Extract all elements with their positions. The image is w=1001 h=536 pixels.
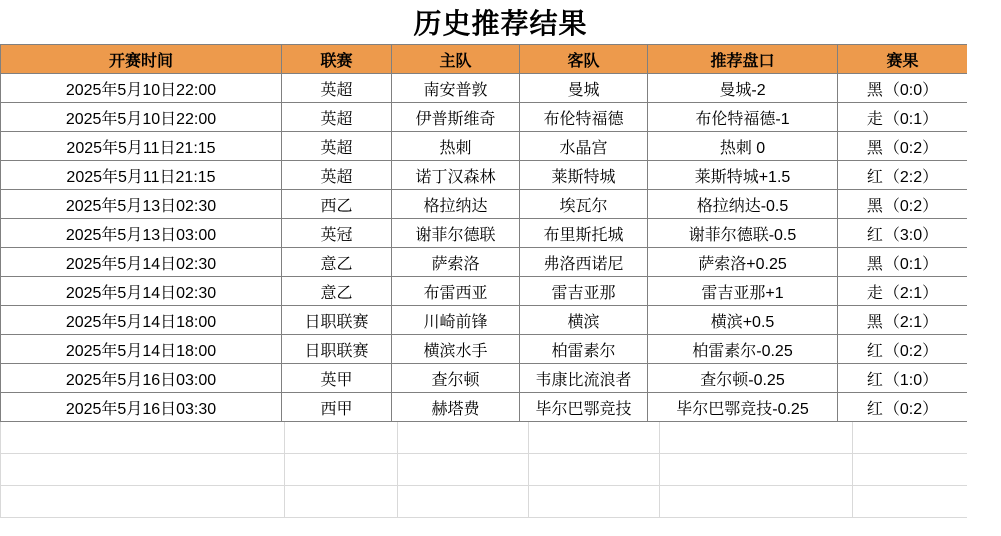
cell-away-team: 弗洛西诺尼 [520, 248, 648, 277]
result-score: （0:2） [883, 400, 939, 418]
empty-cell [398, 486, 529, 518]
result-tag: 黑 [866, 81, 883, 99]
empty-cell [853, 486, 986, 518]
table-row [1, 393, 968, 422]
table-row [1, 74, 968, 103]
cell-match-time: 2025年5月14日02:30 [1, 277, 282, 306]
result-score: （2:1） [883, 284, 939, 302]
table-row [1, 161, 968, 190]
result-tag: 红 [866, 371, 883, 389]
result-score: （3:0） [883, 226, 939, 244]
cell-away-team: 布伦特福德 [520, 103, 648, 132]
result-score: （0:2） [883, 197, 939, 215]
empty-cell [398, 454, 529, 486]
result-score: （0:2） [883, 139, 939, 157]
empty-cell [529, 454, 660, 486]
cell-recommended-line: 萨索洛+0.25 [648, 248, 838, 277]
cell-match-time: 2025年5月11日21:15 [1, 161, 282, 190]
table-row [1, 277, 968, 306]
column-header-away-team: 客队 [520, 45, 648, 74]
result-score: （2:2） [883, 168, 939, 186]
cell-result [838, 103, 968, 132]
cell-result [838, 364, 968, 393]
cell-league: 英超 [282, 161, 392, 190]
empty-cell [285, 422, 398, 454]
cell-result [838, 335, 968, 364]
empty-cell [529, 422, 660, 454]
cell-league: 英超 [282, 132, 392, 161]
cell-home-team: 伊普斯维奇 [392, 103, 520, 132]
table-row [1, 103, 968, 132]
table-row [1, 219, 968, 248]
cell-match-time: 2025年5月11日21:15 [1, 132, 282, 161]
empty-cell [1, 454, 285, 486]
column-header-result: 赛果 [838, 45, 968, 74]
cell-away-team: 横滨 [520, 306, 648, 335]
cell-home-team: 诺丁汉森林 [392, 161, 520, 190]
empty-cell [660, 454, 853, 486]
table-row [1, 306, 968, 335]
cell-recommended-line: 热刺 0 [648, 132, 838, 161]
cell-recommended-line: 格拉纳达-0.5 [648, 190, 838, 219]
cell-result [838, 219, 968, 248]
table-header [1, 45, 968, 74]
column-header-league: 联赛 [282, 45, 392, 74]
empty-cell [660, 422, 853, 454]
result-tag: 走 [866, 110, 883, 128]
cell-match-time: 2025年5月16日03:30 [1, 393, 282, 422]
cell-away-team: 水晶宫 [520, 132, 648, 161]
cell-league: 日职联赛 [282, 306, 392, 335]
result-score: （1:0） [883, 371, 939, 389]
cell-home-team: 谢菲尔德联 [392, 219, 520, 248]
cell-result [838, 161, 968, 190]
empty-row [1, 486, 986, 518]
result-tag: 黑 [866, 139, 883, 157]
cell-result [838, 132, 968, 161]
cell-match-time: 2025年5月14日02:30 [1, 248, 282, 277]
table-row [1, 364, 968, 393]
history-results-table [0, 44, 968, 422]
cell-away-team: 柏雷素尔 [520, 335, 648, 364]
result-tag: 红 [866, 226, 883, 244]
cell-recommended-line: 雷吉亚那+1 [648, 277, 838, 306]
table-row [1, 132, 968, 161]
result-tag: 走 [866, 284, 883, 302]
cell-match-time: 2025年5月14日18:00 [1, 335, 282, 364]
page-title: 历史推荐结果 [413, 8, 588, 39]
cell-recommended-line: 布伦特福德-1 [648, 103, 838, 132]
cell-league: 意乙 [282, 248, 392, 277]
cell-home-team: 川崎前锋 [392, 306, 520, 335]
cell-away-team: 毕尔巴鄂竞技 [520, 393, 648, 422]
result-score: （0:0） [883, 81, 939, 99]
empty-cell [853, 454, 986, 486]
empty-cell [529, 486, 660, 518]
cell-home-team: 南安普敦 [392, 74, 520, 103]
empty-cell [1, 422, 285, 454]
cell-recommended-line: 柏雷素尔-0.25 [648, 335, 838, 364]
cell-away-team: 韦康比流浪者 [520, 364, 648, 393]
cell-away-team: 布里斯托城 [520, 219, 648, 248]
empty-row [1, 422, 986, 454]
cell-away-team: 曼城 [520, 74, 648, 103]
empty-cell [853, 422, 986, 454]
cell-result [838, 248, 968, 277]
result-score: （0:1） [883, 255, 939, 273]
cell-away-team: 埃瓦尔 [520, 190, 648, 219]
empty-row [1, 454, 986, 486]
page-title-row [0, 0, 1001, 44]
cell-league: 英甲 [282, 364, 392, 393]
result-score: （2:1） [883, 313, 939, 331]
result-tag: 黑 [866, 255, 883, 273]
column-header-time: 开赛时间 [1, 45, 282, 74]
column-header-home-team: 主队 [392, 45, 520, 74]
cell-recommended-line: 谢菲尔德联-0.5 [648, 219, 838, 248]
empty-rows-area [0, 422, 986, 518]
cell-recommended-line: 莱斯特城+1.5 [648, 161, 838, 190]
cell-match-time: 2025年5月10日22:00 [1, 74, 282, 103]
cell-league: 英超 [282, 74, 392, 103]
cell-result [838, 393, 968, 422]
cell-home-team: 布雷西亚 [392, 277, 520, 306]
header-row [1, 45, 968, 74]
result-tag: 黑 [866, 197, 883, 215]
result-tag: 红 [866, 400, 883, 418]
cell-home-team: 热刺 [392, 132, 520, 161]
cell-home-team: 查尔顿 [392, 364, 520, 393]
cell-away-team: 雷吉亚那 [520, 277, 648, 306]
table-body [1, 74, 968, 422]
cell-result [838, 74, 968, 103]
cell-match-time: 2025年5月16日03:00 [1, 364, 282, 393]
cell-recommended-line: 毕尔巴鄂竞技-0.25 [648, 393, 838, 422]
cell-match-time: 2025年5月10日22:00 [1, 103, 282, 132]
cell-home-team: 横滨水手 [392, 335, 520, 364]
table-row [1, 335, 968, 364]
result-tag: 红 [866, 342, 883, 360]
cell-result [838, 277, 968, 306]
cell-home-team: 赫塔费 [392, 393, 520, 422]
cell-home-team: 格拉纳达 [392, 190, 520, 219]
cell-home-team: 萨索洛 [392, 248, 520, 277]
empty-cell [398, 422, 529, 454]
cell-match-time: 2025年5月14日18:00 [1, 306, 282, 335]
cell-match-time: 2025年5月13日03:00 [1, 219, 282, 248]
result-tag: 黑 [866, 313, 883, 331]
cell-league: 西甲 [282, 393, 392, 422]
cell-away-team: 莱斯特城 [520, 161, 648, 190]
cell-recommended-line: 查尔顿-0.25 [648, 364, 838, 393]
cell-league: 西乙 [282, 190, 392, 219]
cell-result [838, 306, 968, 335]
empty-cell [1, 486, 285, 518]
cell-league: 日职联赛 [282, 335, 392, 364]
right-margin [967, 0, 1001, 536]
cell-recommended-line: 横滨+0.5 [648, 306, 838, 335]
cell-league: 意乙 [282, 277, 392, 306]
empty-cell [660, 486, 853, 518]
result-score: （0:1） [883, 110, 939, 128]
table-row [1, 190, 968, 219]
cell-league: 英冠 [282, 219, 392, 248]
column-header-recommended-line: 推荐盘口 [648, 45, 838, 74]
result-tag: 红 [866, 168, 883, 186]
cell-recommended-line: 曼城-2 [648, 74, 838, 103]
cell-result [838, 190, 968, 219]
empty-cell [285, 454, 398, 486]
empty-cell [285, 486, 398, 518]
cell-league: 英超 [282, 103, 392, 132]
table-row [1, 248, 968, 277]
result-score: （0:2） [883, 342, 939, 360]
cell-match-time: 2025年5月13日02:30 [1, 190, 282, 219]
